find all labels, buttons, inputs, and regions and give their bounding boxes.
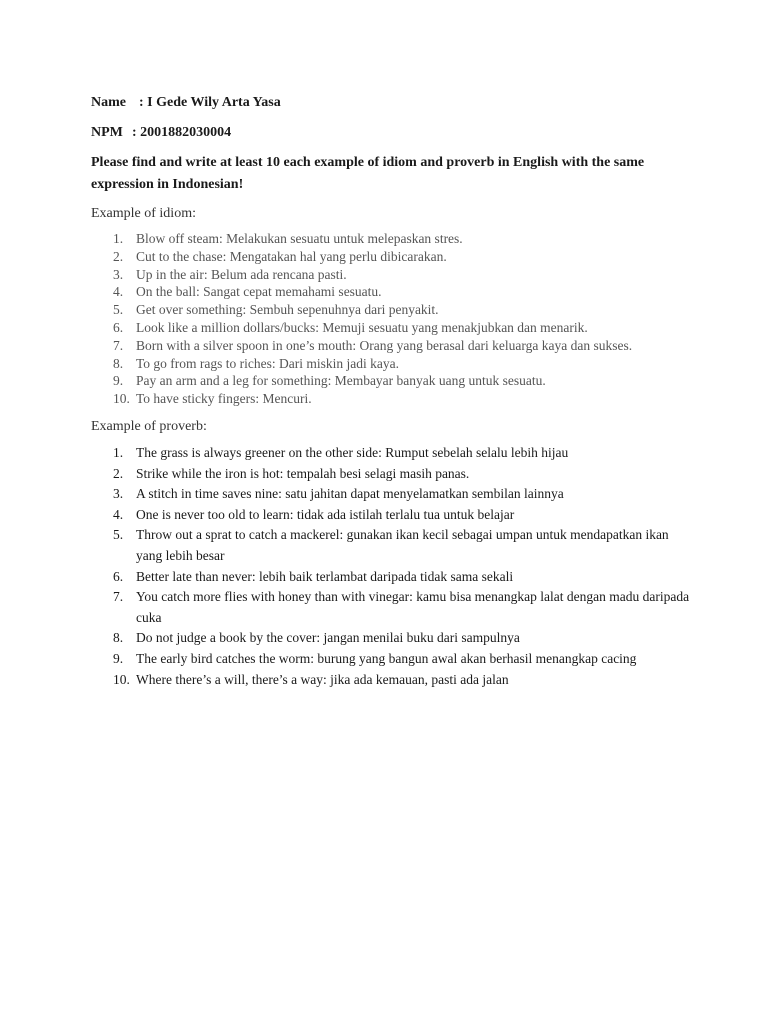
proverb-heading: Example of proverb: <box>91 418 207 434</box>
list-item <box>91 230 691 248</box>
list-item <box>91 248 691 266</box>
item-text: The grass is always greener on the other side: Rumput sebelah selalu lebih hijau <box>136 444 569 460</box>
item-number: 9. <box>113 650 124 666</box>
item-number: 7. <box>113 589 124 605</box>
item-text: To go from rags to riches: Dari miskin jadi kaya. <box>136 355 399 371</box>
list-item <box>91 628 691 649</box>
item-number: 8. <box>113 355 124 371</box>
item-text: Up in the air: Belum ada rencana pasti. <box>136 266 347 282</box>
item-text: Better late than never: lebih baik terlambat daripada tidak sama sekali <box>136 568 514 584</box>
item-text: Look like a million dollars/bucks: Memuji sesuatu yang menakjubkan dan menarik. <box>136 319 588 335</box>
list-item <box>91 484 691 505</box>
list-item <box>91 319 691 337</box>
proverb-list <box>91 443 691 690</box>
item-text: Do not judge a book by the cover: jangan menilai buku dari sampulnya <box>136 630 520 646</box>
item-text: To have sticky fingers: Mencuri. <box>136 391 312 407</box>
item-number: 5. <box>113 527 124 543</box>
npm-label: NPM <box>91 125 123 140</box>
item-number: 10. <box>113 671 130 687</box>
list-item <box>91 464 691 485</box>
item-text: Strike while the iron is hot: tempalah besi selagi masih panas. <box>136 465 470 481</box>
item-number: 1. <box>113 231 124 246</box>
item-text: One is never too old to learn: tidak ada istilah terlalu tua untuk belajar <box>136 506 515 522</box>
list-item <box>91 443 691 464</box>
item-text: A stitch in time saves nine: satu jahitan dapat menyelamatkan sembilan lainnya <box>136 486 564 502</box>
student-name-line <box>91 92 691 114</box>
list-item <box>91 649 691 670</box>
item-number: 2. <box>113 465 124 481</box>
item-number: 4. <box>113 284 124 300</box>
item-text: On the ball: Sangat cepat memahami sesuatu. <box>136 284 382 300</box>
item-text: Where there’s a will, there’s a way: jika ada kemauan, pasti ada jalan <box>136 671 509 687</box>
item-text: Pay an arm and a leg for something: Membayar banyak uang untuk sesuatu. <box>136 373 546 389</box>
item-text: You catch more flies with honey than with vinegar: kamu bisa menangkap lalat dengan madu daripada cuka <box>136 589 690 625</box>
item-text: Born with a silver spoon in one’s mouth: Orang yang berasal dari keluarga kaya dan sukses. <box>136 337 633 353</box>
item-number: 10. <box>113 391 130 407</box>
item-number: 7. <box>113 337 124 353</box>
list-item <box>91 567 691 588</box>
item-number: 6. <box>113 319 124 335</box>
name-label: Name <box>91 95 126 110</box>
name-value: : I Gede Wily Arta Yasa <box>139 95 281 110</box>
list-item <box>91 390 691 408</box>
item-number: 2. <box>113 248 124 264</box>
list-item <box>91 337 691 355</box>
item-number: 8. <box>113 630 124 646</box>
item-number: 3. <box>113 266 124 282</box>
item-number: 3. <box>113 486 124 502</box>
list-item <box>91 505 691 526</box>
list-item <box>91 670 691 691</box>
item-text: Cut to the chase: Mengatakan hal yang perlu dibicarakan. <box>136 248 447 264</box>
assignment-instruction: Please find and write at least 10 each example of idiom and proverb in English with the same expression in Indonesian! <box>91 155 645 192</box>
item-text: The early bird catches the worm: burung yang bangun awal akan berhasil menangkap cacing <box>136 650 637 666</box>
item-text: Blow off steam: Melakukan sesuatu untuk melepaskan stres. <box>136 231 463 246</box>
list-item <box>91 372 691 390</box>
list-item <box>91 587 691 628</box>
item-number: 4. <box>113 506 124 522</box>
list-item <box>91 301 691 319</box>
npm-value: : 2001882030004 <box>132 125 232 140</box>
item-text: Get over something: Sembuh sepenuhnya dari penyakit. <box>136 302 439 318</box>
list-item <box>91 355 691 373</box>
list-item <box>91 266 691 284</box>
item-number: 6. <box>113 568 124 584</box>
document-page <box>91 92 691 690</box>
item-number: 9. <box>113 373 124 389</box>
idiom-section <box>91 204 691 408</box>
item-text: Throw out a sprat to catch a mackerel: gunakan ikan kecil sebagai umpan untuk mendapatkan ikan yang lebih besar <box>136 527 669 563</box>
idiom-list <box>91 230 691 408</box>
proverb-section <box>91 417 691 690</box>
list-item <box>91 525 691 566</box>
item-number: 5. <box>113 302 124 318</box>
student-npm-line <box>91 122 691 144</box>
item-number: 1. <box>113 444 124 460</box>
idiom-heading: Example of idiom: <box>91 206 196 221</box>
list-item <box>91 283 691 301</box>
